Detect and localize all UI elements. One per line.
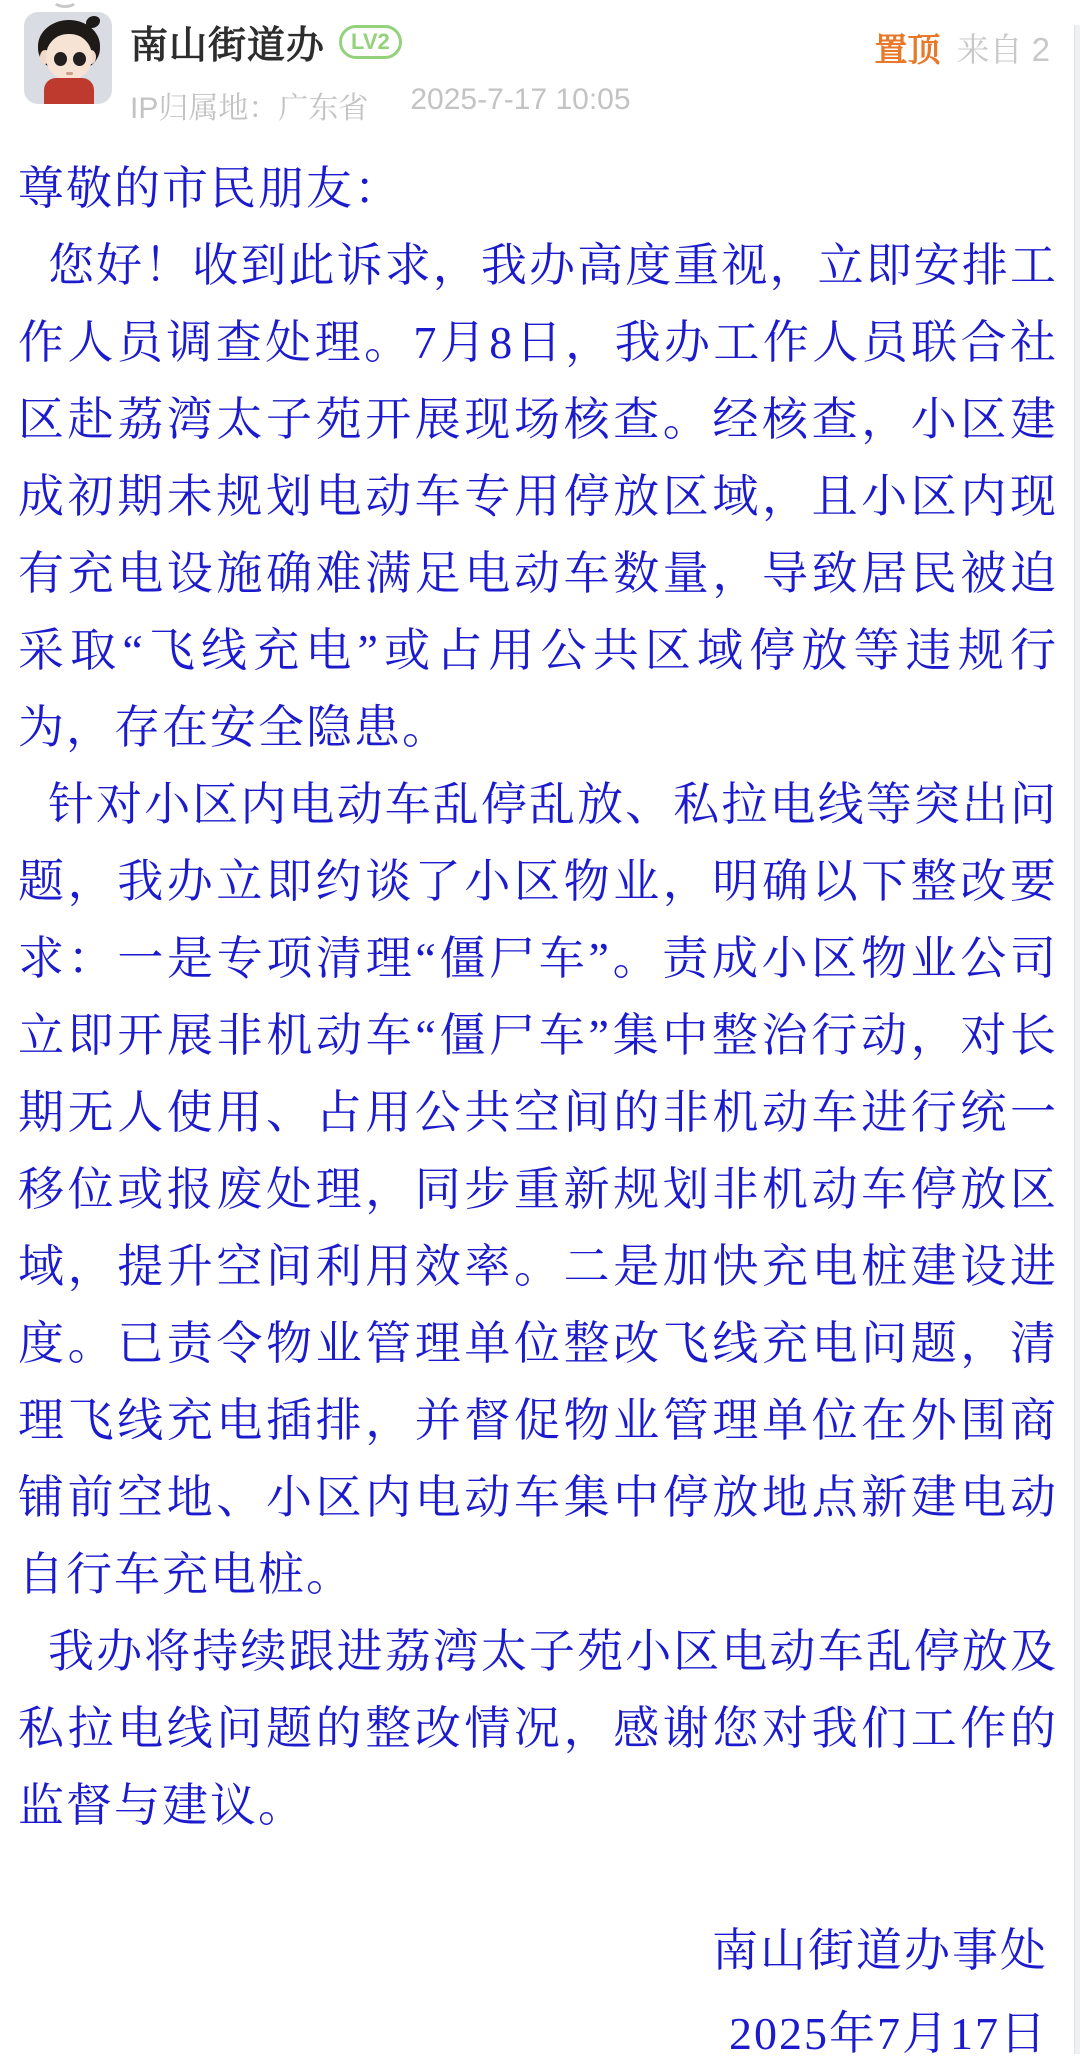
greeting-line: 尊敬的市民朋友：: [18, 163, 402, 214]
signature-date: 2025年7月17日: [729, 2008, 1048, 2059]
post-meta: [130, 83, 631, 127]
avatar-shirt: [44, 78, 94, 104]
avatar-eye: [54, 52, 67, 66]
paragraph-2: 针对小区内电动车乱停乱放、私拉电线等突出问题，我办立即约谈了小区物业，明确以下整改要求：一是专项清理“僵尸车”。责成小区物业公司立即开展非机动车“僵尸车”集中整治行动，对长期无人使用、占用公共空间的非机动车进行统一移位或报废处理，同步重新规划非机动车停放区域，提升空间利用效率。二是加快充电桩建设进度。已责令物业管理单位整改飞线充电问题，清理飞线充电插排，并督促物业管理单位在外围商铺前空地、小区内电动车集中停放地点新建电动自行车充电桩。: [18, 779, 1058, 1600]
level-badge: LV2: [339, 25, 402, 59]
scrollbar-track[interactable]: [1074, 25, 1080, 2054]
ip-location: IP归属地：广东省: [130, 92, 369, 125]
paragraph-3: 我办将持续跟进荔湾太子苑小区电动车乱停放及私拉电线问题的整改情况，感谢您对我们工作的监督与建议。: [18, 1626, 1058, 1831]
signature: 南山街道办事处: [712, 1925, 1048, 1976]
source-label[interactable]: 来自 2: [956, 31, 1050, 68]
avatar-hair-tuft: [86, 16, 100, 28]
post-body: [0, 150, 1080, 2072]
avatar[interactable]: [24, 12, 112, 104]
post-header: [0, 0, 1080, 125]
pinned-badge: 置顶: [874, 31, 941, 68]
username[interactable]: 南山街道办: [130, 25, 326, 67]
avatar-mouth: [66, 72, 73, 75]
avatar-eye: [73, 52, 86, 66]
post-time: 2025-7-17 10:05: [410, 83, 631, 116]
paragraph-1: 您好！收到此诉求，我办高度重视，立即安排工作人员调查处理。7月8日，我办工作人员联合社区赴荔湾太子苑开展现场核查。经核查，小区建成初期未规划电动车专用停放区域，且小区内现有充电设施确难满足电动车数量，导致居民被迫采取“飞线充电”或占用公共区域停放等违规行为，存在安全隐患。: [18, 240, 1058, 753]
